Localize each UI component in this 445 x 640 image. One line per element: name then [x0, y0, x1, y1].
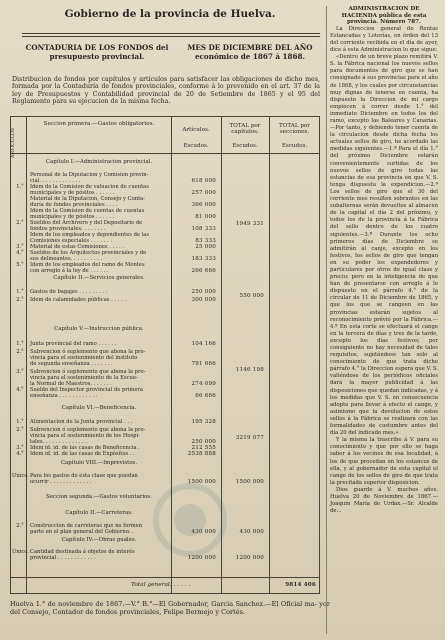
- section-total-header: TOTAL por secciones.: [279, 123, 310, 136]
- article-number: 3.°: [16, 369, 24, 375]
- article-amount: 104 166: [191, 341, 216, 347]
- article-amount: 108 333: [191, 226, 216, 232]
- article-description: de segunda enseñanza . . . . . . .: [30, 361, 113, 367]
- title-rule: [22, 33, 320, 34]
- grand-total-label: Total general. . . . . .: [131, 582, 191, 588]
- hacienda-notice: [330, 6, 438, 515]
- chapter-heading: Capítulo V.—Instruccion pública.: [54, 326, 144, 332]
- chapter-total-amount: 1949 331: [235, 221, 264, 227]
- articles-unit-header: Escudos.: [183, 143, 209, 149]
- chapter-heading: Capítulo IV.—Obras guales.: [61, 537, 137, 543]
- article-description: vincia para el sostenimiento del instituto: [30, 355, 138, 361]
- header-rule: [11, 153, 319, 154]
- chapter-total-header: TOTAL por capítulos.: [229, 123, 261, 136]
- article-description: Gastos de bagajes . . . . . . . . .: [30, 289, 108, 295]
- article-amount: 66 666: [195, 393, 216, 399]
- article-number: 3.°: [16, 445, 24, 451]
- article-description: Material de la Diputacion, Consejo y Conta-: [30, 196, 146, 202]
- article-number: 1.°: [16, 341, 24, 347]
- article-number: 1.°: [16, 419, 24, 425]
- chapter-total-amount: 3219 077: [235, 435, 264, 441]
- article-number: 4.°: [16, 387, 24, 393]
- article-description: la Normal de Maestros. . . . . . .: [30, 381, 112, 387]
- office-heading: CONTADURIA DE LOS FONDOS del presupuesto provincial.: [25, 43, 169, 61]
- article-description: Alimentacion de la Junta provincial . . .: [30, 419, 133, 425]
- article-description: Cantidad destinada á objetos de interés: [30, 549, 135, 555]
- article-amount: 250 000: [191, 439, 216, 445]
- article-amount: 195 328: [191, 419, 216, 425]
- article-description: tales. . . . . . . . . . . . . .: [30, 439, 88, 445]
- article-number: 3.°: [16, 244, 24, 250]
- article-description: Para los gastos de esta clase que puedan: [30, 473, 138, 479]
- signature-footer: Huelva 1.° de noviembre de 1867.—V.° B.°—El Gobernador, Garcia Sanchez.—El Oficial ma- yor del Consejo, Contador de fondos provinciales, Felipe Bermejo y Cortés.: [10, 600, 330, 616]
- chapter-total-amount: 1146 198: [235, 367, 264, 373]
- article-description: Idem de los empleados del ramo de Montes: [30, 262, 145, 268]
- chapter-heading: Seccion segunda.—Gastos voluntarios.: [46, 494, 152, 500]
- article-description: Subvencion ó suplemento que abona la pro-: [30, 369, 146, 375]
- col-rule: [221, 117, 222, 593]
- chapter-heading: Capítulo VIII.—Imprevistos.: [60, 460, 138, 466]
- article-description: Junta provincial del ramo . . . . . .: [30, 341, 117, 347]
- article-description: Idem de la Comision de cuentas de cuentas: [30, 208, 145, 214]
- article-description: Construccion de carreteras que no formen: [30, 523, 143, 529]
- article-number: 2.°: [16, 427, 24, 433]
- article-number: 2.°: [16, 297, 24, 303]
- article-description: Idem de la Comision de valuacion de cuentas: [30, 184, 149, 190]
- col-rule: [171, 117, 172, 593]
- notice-heading: ADMINISTRACION DE HACIENDA pública de esta provincia. Número 787.: [341, 6, 427, 26]
- article-description: vincia para el sostenimiento de los Hospi-: [30, 433, 140, 439]
- article-amount: 274 099: [191, 381, 216, 387]
- article-amount: 183 333: [191, 256, 216, 262]
- article-amount: 618 000: [191, 178, 216, 184]
- article-description: fondos provinciales. . . . . . . .: [30, 226, 106, 232]
- budget-table: [10, 116, 320, 594]
- article-amount: 212 555: [191, 445, 216, 451]
- article-description: vincia para el sostenimiento de la Escue-: [30, 375, 138, 381]
- article-number: 2.°: [16, 523, 24, 529]
- notice-paragraph: La Direccion general de Rentas Estancadas y Loterías, en órden del 13 del corriente recibida en el día de ayer, dice á esta Administracion lo que sigue:: [330, 25, 438, 54]
- article-description: Comisiones especiales . . . . . . .: [30, 238, 113, 244]
- notice-paragraph: Y la misma la trascribe á V. para su conocimiento y que por ello se haga saber á los vecinos de esa localidad, á los de que procedan en los estancos de ella, y al gobernador de esta capital el cange de los sellos de giro de que trata la precitada superior disposicion.: [330, 437, 438, 486]
- section-total-unit-header: Escudos.: [281, 143, 308, 149]
- article-description: Subvencion ó suplemento que abona la pro-: [30, 427, 146, 433]
- period-heading: MES DE DICIEMBRE DEL AÑO económico de 1867 á 1868.: [187, 43, 313, 61]
- col-rule: [269, 117, 270, 593]
- article-amount: 83 333: [195, 238, 216, 244]
- chapter-total-amount: 1200 000: [235, 555, 264, 561]
- article-amount: 1500 000: [187, 479, 216, 485]
- grand-total-value: 9814 406: [285, 582, 316, 588]
- chapter-total-unit-header: Escudos.: [232, 143, 258, 149]
- notice-paragraph: Dios guarde á V. muchos años. Huelva 20 de Noviembre de 1867.—Joaquin María de Urdax.—Sr. Alcalde de...: [330, 486, 438, 515]
- article-amount: 25 000: [195, 244, 216, 250]
- total-rule: [11, 577, 319, 578]
- article-description: Idem id. id. de las casas de Beneficencia .: [30, 445, 140, 451]
- article-amount: 81 000: [195, 214, 216, 220]
- intro-paragraph: Distribucion de fondos por capítulos y artículos para satisfacer las obligaciones de dicho mes, formada por la Contaduría de fondos provinciales, conforme á lo prevenido en el art. 37 de la ley de Presupuestos y Contabilidad provincial de 20 de Setiembre de 1865 y el 95 del Reglamento para su ejecucion de la misma fecha.: [12, 76, 320, 105]
- article-amount: 366 000: [191, 202, 216, 208]
- article-description: enseñanza . . . . . . . . . . . .: [30, 393, 98, 399]
- articles-column-header: Artículos.: [182, 127, 210, 133]
- article-amount: 250 000: [191, 289, 216, 295]
- article-number: 5.°: [16, 262, 24, 268]
- column-separator: [326, 6, 327, 634]
- chapter-heading: Capítulo II.—Servicios generales.: [53, 275, 145, 281]
- article-description: sus delineantes. . . . . . . . . .: [30, 256, 103, 262]
- article-description: duría de fondos provinciales . . . .: [30, 202, 118, 208]
- article-description: provincial . . . . . . . . . . . .: [30, 555, 96, 561]
- article-amount: 2538 888: [187, 451, 216, 457]
- article-description: ocurrir . . . . . . . . . . . . .: [30, 479, 92, 485]
- article-description: municipales y de pósitos . . . . . .: [30, 214, 115, 220]
- chapter-total-amount: 550 000: [239, 293, 264, 299]
- article-description: municipales y de pósitos . . . . . .: [30, 190, 115, 196]
- article-description: Idem id. id. de las casas de Expósitos . .: [30, 451, 135, 457]
- article-description: Idem de calamidades públicas . . . . .: [30, 297, 126, 303]
- article-description: parte en el plan general del Gobierno. .: [30, 529, 134, 535]
- article-amount: 257 000: [191, 190, 216, 196]
- article-description: con arreglo á la ley de . . . . . .: [30, 268, 109, 274]
- article-number: 1.°: [16, 184, 24, 190]
- article-number: Único.: [12, 549, 29, 555]
- article-description: Subvencion ó suplemento que abona la pro-: [30, 349, 146, 355]
- article-description: Sueldo del Inspector provincial de primera: [30, 387, 143, 393]
- article-description: Sueldos del Archivero y del Depositario de: [30, 220, 143, 226]
- article-description: Sueldos de los Arquitectos provinciales y de: [30, 250, 147, 256]
- article-description: Personal de la Diputacion y Comision provin-: [30, 172, 149, 178]
- notice-paragraph: «Dentro de un breve plazo remitirá V. S. la Fábrica nacional los nuevos sellos para documentos de giro que se han consignado á sus provincias para el año de 1868, y los cuales por circunstancias muy dignas de tenerse en cuenta, ha dispuesto la Direccion de mi cargo empiecen á correr desde 1.° del inmediato Diciembre en todos los del ramo, excepto las Baleares y Canarias.—Por tanto, y debiendo tener cuenta de la circulacion desde dicha fecha los actuales sellos de giro, he acordado las medidas siguientes.—1.ª Para el día 1.° del próximo Diciembre estarán convenientemente surtidas de los nuevos sellos de giro todas las estancias de esa provincia en que V. S. tenga dispuesta la expendicion.—2.ª Los sellos de giro que el 30 del corriente mes resulten sobrantes en las subalternas serán devueltos al almacen de la capital el día 2 del próximo, y todos los de la provincia á la Fábrica del sello dentro de los cuatro siguientes.—3.ª Durante los ocho primeros días de Diciembre se admitirán al canje, excepto en los festivos, los sellos de giro que tengan en su poder los expendedores y particulares por otros de igual clase y precio; pero en la inteligencia de que han de presentarse con arreglo á lo dispuesto en el párrafo 4.° de la circular de 11 de Diciembre de 1865, y que los que se cangeen en las provincias estarán sujetos al reconocimiento prévio por la Fábrica.—4.ª En esta corte se efectuará el cange en la tercera de días y tres de la tarde, excepto los días festivos; por consiguiente no hay necesidad de tales requisitos, sujetándose tan solo al conocimiento de que trata dicho párrafo 4.° la Direccion espera que V. S. valiéndose de los periódicos oficiales dará la mayor publicidad á las disposiciones que quedan indicadas, y á los medidas que V. S. en consecuencia adopte para llevar á efecto el cange, y asimismo que la devolucion de estos sellos á la Fábrica se realizará con las formalidades de costumbre antes del día 20 del indicado mes.»: [330, 54, 438, 437]
- article-amount: 266 666: [191, 268, 216, 274]
- article-number: 1.°: [16, 289, 24, 295]
- chapter-heading: Capítulo VI.—Beneficencia.: [61, 405, 137, 411]
- chapter-heading: Capítulo I.—Administracion provincial.: [45, 159, 153, 165]
- article-amount: 1200 000: [187, 555, 216, 561]
- chapter-heading: Capítulo II.—Carreteras.: [65, 510, 133, 516]
- article-amount: 430 000: [191, 529, 216, 535]
- article-number: 4.°: [16, 250, 24, 256]
- articles-vertical-header: ARTÍCULOS: [11, 127, 16, 159]
- article-number: 2.°: [16, 220, 24, 226]
- article-number: 2.°: [16, 349, 24, 355]
- article-description: cial. . . . . . . . . . . . .: [30, 178, 81, 184]
- article-amount: 791 666: [191, 361, 216, 367]
- article-description: Material de estas Comisiones . . . . .: [30, 244, 125, 250]
- article-number: Único.: [12, 473, 29, 479]
- article-description: Idem de los empleados y dependientes de las: [30, 232, 150, 238]
- section-title-header: Seccion primera.—Gastos obligatorios.: [43, 121, 155, 127]
- article-amount: 300 000: [191, 297, 216, 303]
- chapter-total-amount: 1500 000: [235, 479, 264, 485]
- title-rule-2: [22, 36, 320, 37]
- article-number: 4.°: [16, 451, 24, 457]
- chapter-total-amount: 430 000: [239, 529, 264, 535]
- document-title: Gobierno de la provincia de Huelva.: [64, 8, 276, 20]
